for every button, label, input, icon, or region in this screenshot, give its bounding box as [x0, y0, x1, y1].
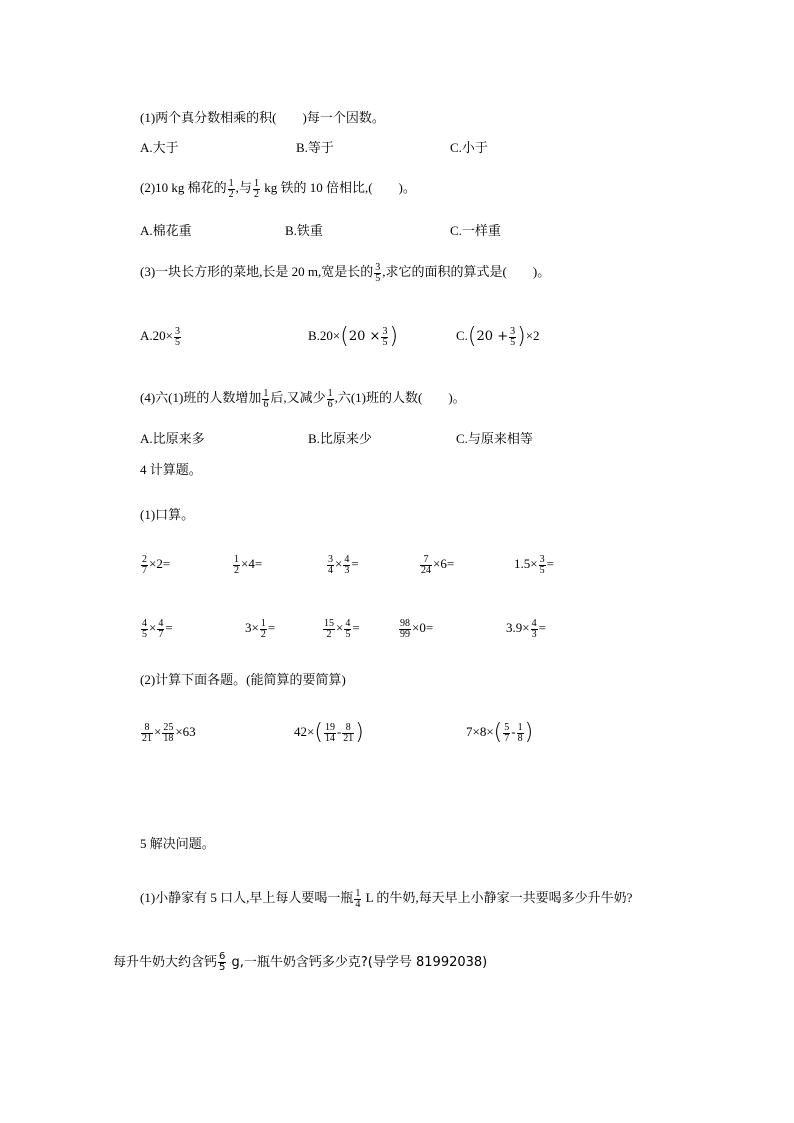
q3-p1-option-b: B.等于	[296, 140, 334, 155]
q5-title: 5 解决问题。	[140, 836, 215, 851]
q3-p2-stem	[140, 178, 416, 200]
q3-p4-option-b: B.比原来少	[308, 431, 372, 446]
written-calc-item: 7×8×( $\frac{5}{7}$ - $\frac{1}{8}$ )	[466, 720, 534, 746]
q4-title: 4 计算题。	[140, 462, 202, 477]
q5-p1: (1)小静家有 5 口人,早上每人要喝一瓶 $\frac{1}{4}$ L 的牛奶,每天早上小静家一共要喝多少升牛奶?	[140, 887, 633, 910]
q3-p2-mid: ,与	[235, 180, 252, 195]
q4-sub2: (2)计算下面各题。(能简算的要简算)	[140, 672, 346, 687]
q3-p4-option-a: A.比原来多	[140, 431, 205, 446]
q3-p3-pre: (3)一块长方形的菜地,长是 20 m,宽是长的	[140, 264, 374, 279]
fraction: $\frac{3}{5}$	[375, 261, 381, 284]
oral-calc-item: $\frac{2}{7}$ ×2=	[142, 553, 171, 576]
oral-calc-item: $\frac{3}{4}$ × $\frac{4}{3}$ =	[328, 553, 359, 576]
q3-p2-pre: (2)10 kg 棉花的	[140, 180, 227, 195]
q5-p2: 每升牛奶大约含钙 $\frac{6}{5}$ g,一瓶牛奶含钙多少克?(导学号 81992038)	[113, 951, 488, 973]
oral-calc-item: $\frac{7}{24}$ ×6=	[421, 553, 455, 576]
oral-calc-item: 3.9× $\frac{4}{3}$ =	[506, 617, 546, 640]
q3-p3-option-b: B.20×(20 × $\frac{3}{5}$ )	[308, 324, 399, 350]
oral-calc-item: 1.5× $\frac{3}{5}$ =	[514, 553, 554, 576]
q3-p4-stem: (4)六(1)班的人数增加 $\frac{1}{6}$ 后,又减少 $\frac{1}{6}$ ,六(1)班的人数( )。	[140, 387, 466, 410]
fraction: $\frac{1}{2}$	[253, 177, 259, 200]
q4-sub1: (1)口算。	[140, 507, 195, 522]
q3-p3-post: ,求它的面积的算式是( )。	[382, 264, 551, 279]
q3-p2-option-c: C.一样重	[450, 223, 501, 238]
oral-calc-item: $\frac{4}{5}$ × $\frac{4}{7}$ =	[142, 617, 173, 640]
written-calc-item: $\frac{8}{21}$ × $\frac{25}{18}$ ×63	[142, 721, 196, 744]
q3-p1-option-c: C.小于	[450, 140, 488, 155]
q3-p2-option-b: B.铁重	[285, 223, 323, 238]
q3-p1-option-a: A.大于	[140, 140, 179, 155]
oral-calc-item: 3× $\frac{1}{2}$ =	[245, 617, 276, 640]
q3-p3-stem	[140, 262, 550, 284]
q3-p2-post: kg 铁的 10 倍相比,( )。	[260, 180, 416, 195]
q3-p3-option-c: C.(20 + $\frac{3}{5}$ )×2	[456, 324, 540, 350]
oral-calc-item: $\frac{15}{2}$ × $\frac{4}{5}$ =	[324, 617, 360, 640]
q3-p1-stem: (1)两个真分数相乘的积( )每一个因数。	[140, 110, 385, 125]
q3-p3-option-a: A.20× $\frac{3}{5}$	[140, 325, 180, 348]
oral-calc-item: $\frac{1}{2}$ ×4=	[234, 553, 263, 576]
written-calc-item: 42×( $\frac{19}{14}$ - $\frac{8}{21}$ )	[294, 720, 364, 746]
q3-p4-option-c: C.与原来相等	[456, 431, 533, 446]
oral-calc-item: $\frac{98}{99}$ ×0=	[400, 617, 434, 640]
fraction: $\frac{1}{2}$	[228, 177, 234, 200]
q3-p2-option-a: A.棉花重	[140, 223, 192, 238]
